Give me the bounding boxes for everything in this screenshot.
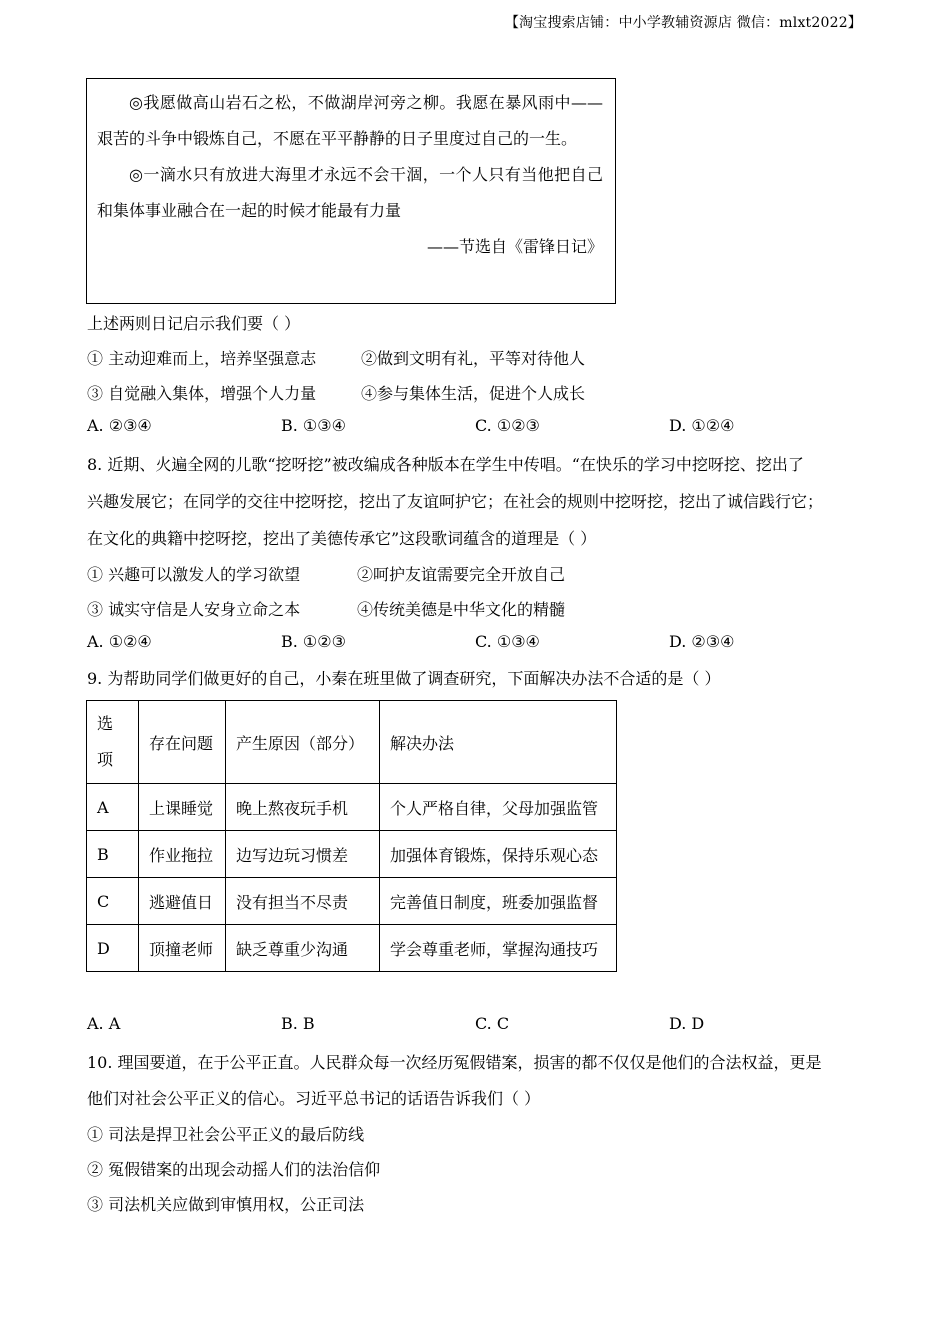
row-cause: 边写边玩习惯差	[226, 831, 380, 878]
header-option	[87, 701, 139, 784]
row-solution: 完善值日制度，班委加强监督	[380, 878, 617, 925]
q7-item-2: ②做到文明有礼，平等对待他人	[361, 349, 586, 368]
table-row	[87, 831, 617, 878]
q7-stem: 上述两则日记启示我们要（ ）	[87, 314, 301, 333]
q9-option-a[interactable]: A. A	[87, 1014, 121, 1033]
row-cause: 晚上熬夜玩手机	[226, 784, 380, 831]
header-option-line-2: 项	[97, 750, 114, 769]
q9-option-b[interactable]: B. B	[281, 1014, 315, 1033]
header-option-line-1: 选	[97, 714, 114, 733]
q8-option-d[interactable]: D. ②③④	[669, 632, 735, 651]
q10-stem-line-2: 他们对社会公平正义的信心。习近平总书记的话语告诉我们（ ）	[87, 1089, 541, 1108]
q8-stem-line-3: 在文化的典籍中挖呀挖，挖出了美德传承它”这段歌词蕴含的道理是（ ）	[87, 529, 597, 548]
q8-item-4: ④传统美德是中华文化的精髓	[357, 600, 566, 619]
row-cause: 缺乏尊重少沟通	[226, 925, 380, 972]
q8-item-3: ③ 诚实守信是人安身立命之本	[87, 600, 301, 619]
q9-stem: 9. 为帮助同学们做更好的自己，小秦在班里做了调查研究，下面解决办法不合适的是（ ）	[87, 669, 721, 688]
row-cause: 没有担当不尽责	[226, 878, 380, 925]
row-problem: 逃避值日	[139, 878, 226, 925]
q7-option-c[interactable]: C. ①②③	[475, 416, 540, 435]
q10-item-1: ① 司法是捍卫社会公平正义的最后防线	[87, 1125, 365, 1144]
survey-table	[86, 700, 617, 972]
q8-item-1: ① 兴趣可以激发人的学习欲望	[87, 565, 301, 584]
row-option: B	[87, 831, 139, 878]
table-row	[87, 878, 617, 925]
diary-quote-box	[86, 78, 616, 304]
q10-stem-line-1: 10. 理国要道，在于公平正直。人民群众每一次经历冤假错案，损害的都不仅仅是他们的合法权益，更是	[87, 1053, 822, 1072]
q7-option-b[interactable]: B. ①③④	[281, 416, 346, 435]
row-solution: 学会尊重老师，掌握沟通技巧	[380, 925, 617, 972]
row-option: D	[87, 925, 139, 972]
header-solution: 解决办法	[380, 701, 617, 784]
row-problem: 作业拖拉	[139, 831, 226, 878]
quote-paragraph-2: ◎一滴水只有放进大海里才永远不会干涸，一个人只有当他把自己和集体事业融合在一起的时候才能最有力量	[97, 165, 603, 220]
q7-item-3: ③ 自觉融入集体，增强个人力量	[87, 384, 317, 403]
row-problem: 上课睡觉	[139, 784, 226, 831]
q9-option-d[interactable]: D. D	[669, 1014, 705, 1033]
row-solution: 个人严格自律，父母加强监管	[380, 784, 617, 831]
header-problem: 存在问题	[139, 701, 226, 784]
table-row	[87, 925, 617, 972]
row-option: A	[87, 784, 139, 831]
q7-option-d[interactable]: D. ①②④	[669, 416, 735, 435]
q7-option-a[interactable]: A. ②③④	[87, 416, 152, 435]
q8-stem-line-2: 兴趣发展它；在同学的交往中挖呀挖，挖出了友谊呵护它；在社会的规则中挖呀挖，挖出了诚信践行它；	[87, 492, 824, 511]
row-problem: 顶撞老师	[139, 925, 226, 972]
q10-item-3: ③ 司法机关应做到审慎用权，公正司法	[87, 1195, 365, 1214]
table-header-row	[87, 701, 617, 784]
q8-option-a[interactable]: A. ①②④	[87, 632, 152, 651]
q8-item-2: ②呵护友谊需要完全开放自己	[357, 565, 566, 584]
q7-item-4: ④参与集体生活，促进个人成长	[361, 384, 586, 403]
row-solution: 加强体育锻炼，保持乐观心态	[380, 831, 617, 878]
header-cause: 产生原因（部分）	[226, 701, 380, 784]
q8-option-b[interactable]: B. ①②③	[281, 632, 346, 651]
table-row	[87, 784, 617, 831]
q7-item-1: ① 主动迎难而上，培养坚强意志	[87, 349, 317, 368]
quote-paragraph-1: ◎我愿做高山岩石之松，不做湖岸河旁之柳。我愿在暴风雨中——艰苦的斗争中锻炼自己，不愿在平平静静的日子里度过自己的一生。	[97, 93, 603, 148]
header-note: 【淘宝搜索店铺：中小学教辅资源店 微信：mlxt2022】	[504, 15, 862, 31]
q8-stem-line-1: 8. 近期、火遍全网的儿歌“挖呀挖”被改编成各种版本在学生中传唱。“在快乐的学习中挖呀挖、挖出了	[87, 455, 804, 474]
q10-item-2: ② 冤假错案的出现会动摇人们的法治信仰	[87, 1160, 381, 1179]
quote-source: ——节选自《雷锋日记》	[426, 237, 603, 256]
row-option: C	[87, 878, 139, 925]
q8-option-c[interactable]: C. ①③④	[475, 632, 540, 651]
q9-option-c[interactable]: C. C	[475, 1014, 510, 1033]
